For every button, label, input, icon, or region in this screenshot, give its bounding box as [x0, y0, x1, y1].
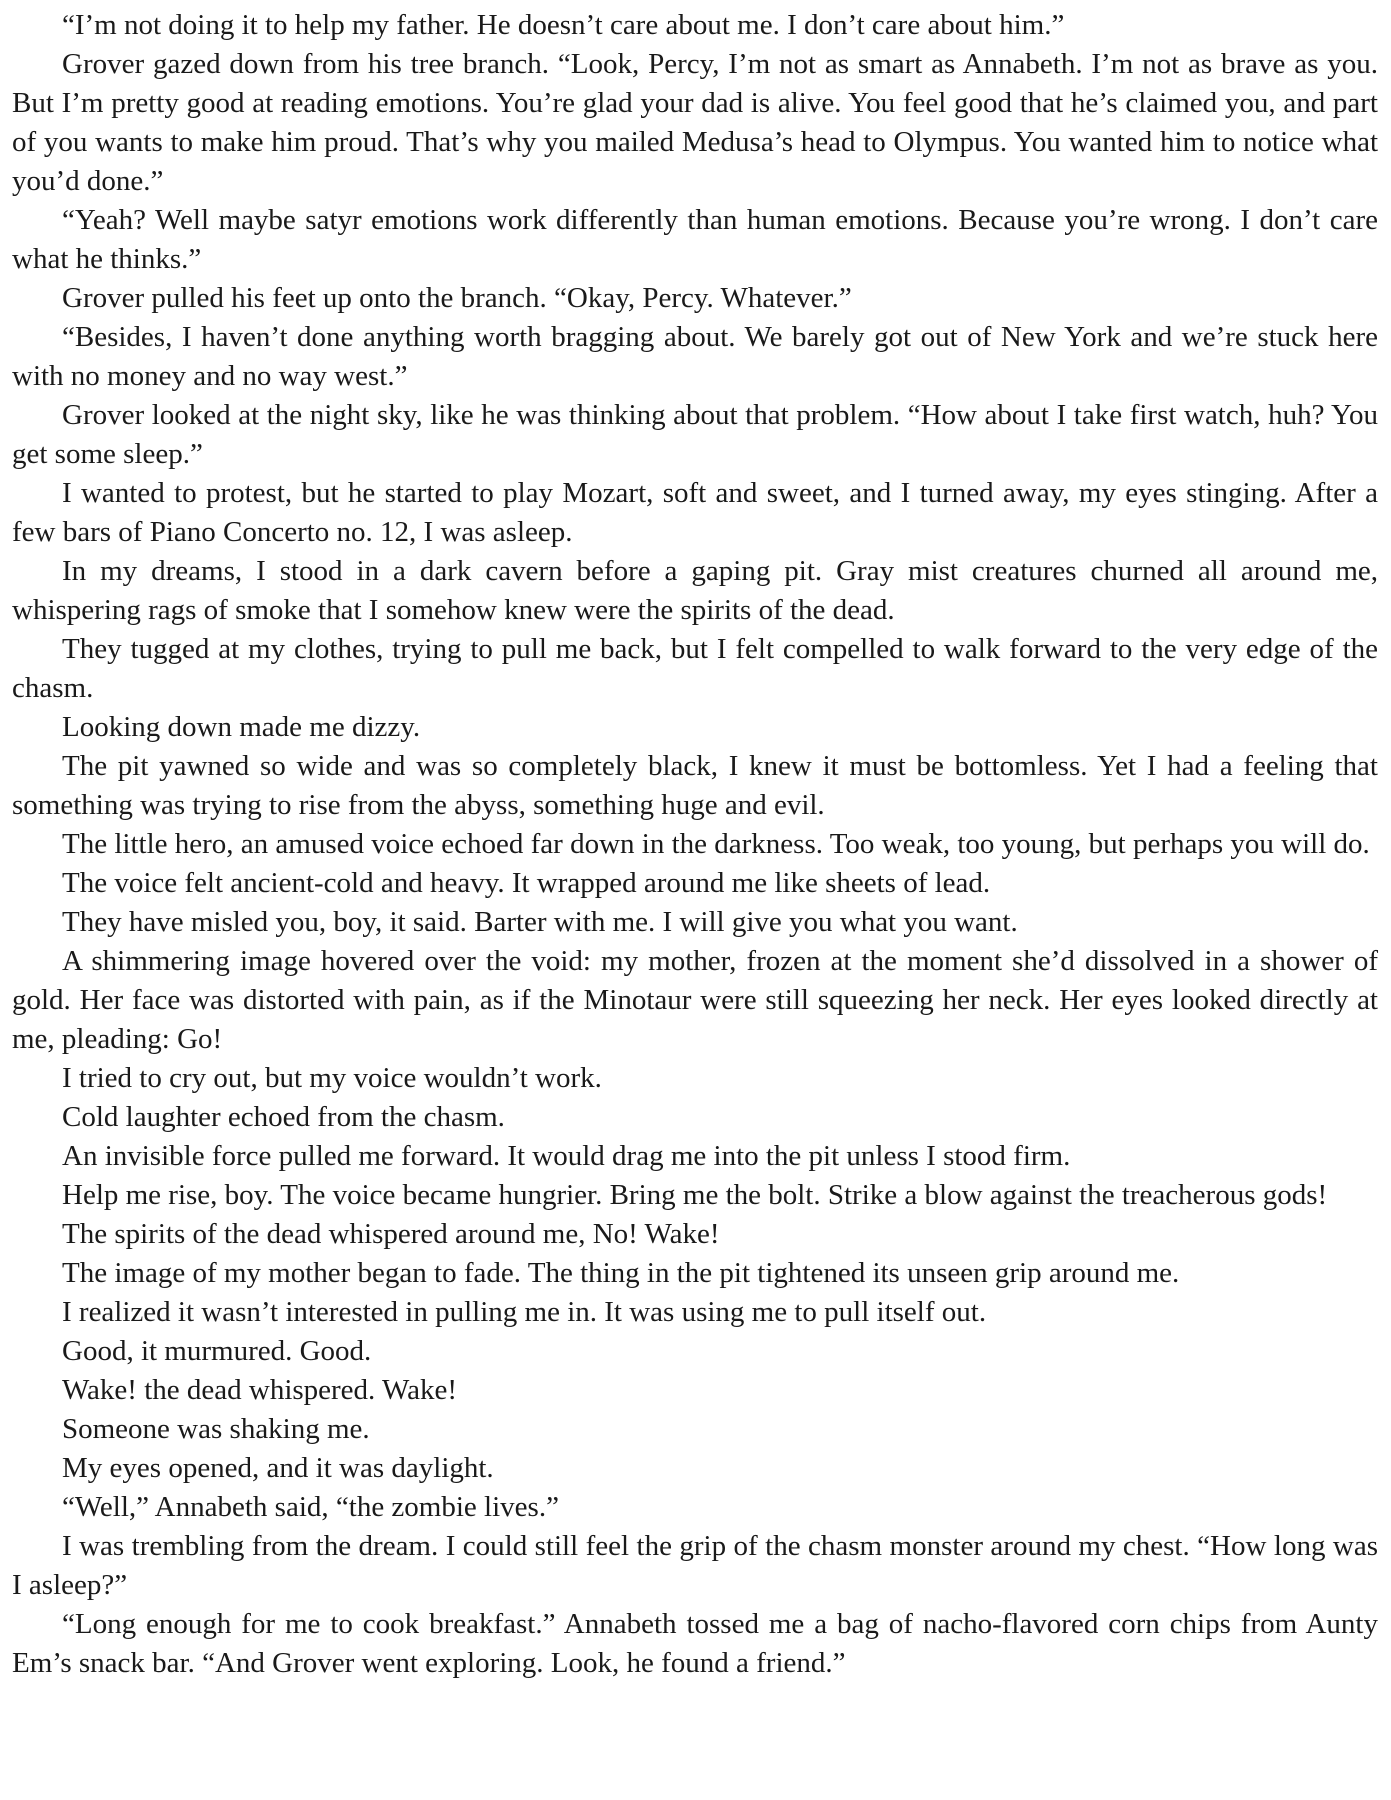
paragraph: Someone was shaking me. [62, 1413, 370, 1445]
paragraph: My eyes opened, and it was daylight. [62, 1452, 494, 1484]
paragraph: They have misled you, boy, it said. Barter with me. I will give you what you want. [62, 906, 1018, 938]
book-page [12, 6, 1378, 1683]
paragraph: An invisible force pulled me forward. It would drag me into the pit unless I stood firm. [62, 1140, 1071, 1172]
paragraph: The little hero, an amused voice echoed far down in the darkness. Too weak, too young, but perhaps you will do. [62, 828, 1370, 860]
paragraph: In my dreams, I stood in a dark cavern before a gaping pit. Gray mist creatures churned all around me, whispering rags of smoke that I somehow knew were the spirits of the dead. [12, 555, 1378, 626]
paragraph: Help me rise, boy. The voice became hungrier. Bring me the bolt. Strike a blow against the treacherous gods! [62, 1179, 1328, 1211]
paragraph: “Well,” Annabeth said, “the zombie lives.” [62, 1491, 559, 1523]
paragraph: Wake! the dead whispered. Wake! [62, 1374, 457, 1406]
paragraph: Good, it murmured. Good. [62, 1335, 372, 1367]
paragraph: Cold laughter echoed from the chasm. [62, 1101, 505, 1133]
paragraph: “Long enough for me to cook breakfast.” Annabeth tossed me a bag of nacho-flavored corn chips from Aunty Em’s snack bar. “And Grover went exploring. Look, he found a friend.” [12, 1608, 1378, 1679]
paragraph: A shimmering image hovered over the void: my mother, frozen at the moment she’d dissolved in a shower of gold. Her face was distorted with pain, as if the Minotaur were still squeezing her neck. Her eyes looked directly at me, pleading: Go! [12, 945, 1378, 1055]
paragraph: “I’m not doing it to help my father. He doesn’t care about me. I don’t care about him.” [62, 9, 1065, 41]
paragraph: Grover looked at the night sky, like he was thinking about that problem. “How about I take first watch, huh? You get some sleep.” [12, 399, 1378, 470]
paragraph: I realized it wasn’t interested in pulling me in. It was using me to pull itself out. [62, 1296, 987, 1328]
paragraph: They tugged at my clothes, trying to pull me back, but I felt compelled to walk forward to the very edge of the chasm. [12, 633, 1378, 704]
paragraph: The spirits of the dead whispered around me, No! Wake! [62, 1218, 720, 1250]
paragraph: The pit yawned so wide and was so completely black, I knew it must be bottomless. Yet I had a feeling that something was trying to rise from the abyss, something huge and evil. [12, 750, 1378, 821]
paragraph: I tried to cry out, but my voice wouldn’t work. [62, 1062, 602, 1094]
paragraph: Grover pulled his feet up onto the branch. “Okay, Percy. Whatever.” [62, 282, 852, 314]
paragraph: Looking down made me dizzy. [62, 711, 421, 743]
paragraph: “Yeah? Well maybe satyr emotions work differently than human emotions. Because you’re wrong. I don’t care what he thinks.” [12, 204, 1378, 275]
paragraph: The voice felt ancient-cold and heavy. It wrapped around me like sheets of lead. [62, 867, 991, 899]
paragraph: Grover gazed down from his tree branch. “Look, Percy, I’m not as smart as Annabeth. I’m not as brave as you. But I’m pretty good at reading emotions. You’re glad your dad is alive. You feel good that he’s claimed you, and part of you wants to make him proud. That’s why you mailed Medusa’s head to Olympus. You wanted him to notice what you’d done.” [12, 48, 1378, 197]
paragraph: I was trembling from the dream. I could still feel the grip of the chasm monster around my chest. “How long was I asleep?” [12, 1530, 1378, 1601]
paragraph: The image of my mother began to fade. The thing in the pit tightened its unseen grip around me. [62, 1257, 1180, 1289]
paragraph: “Besides, I haven’t done anything worth bragging about. We barely got out of New York and we’re stuck here with no money and no way west.” [12, 321, 1378, 392]
paragraph: I wanted to protest, but he started to play Mozart, soft and sweet, and I turned away, my eyes stinging. After a few bars of Piano Concerto no. 12, I was asleep. [12, 477, 1378, 548]
